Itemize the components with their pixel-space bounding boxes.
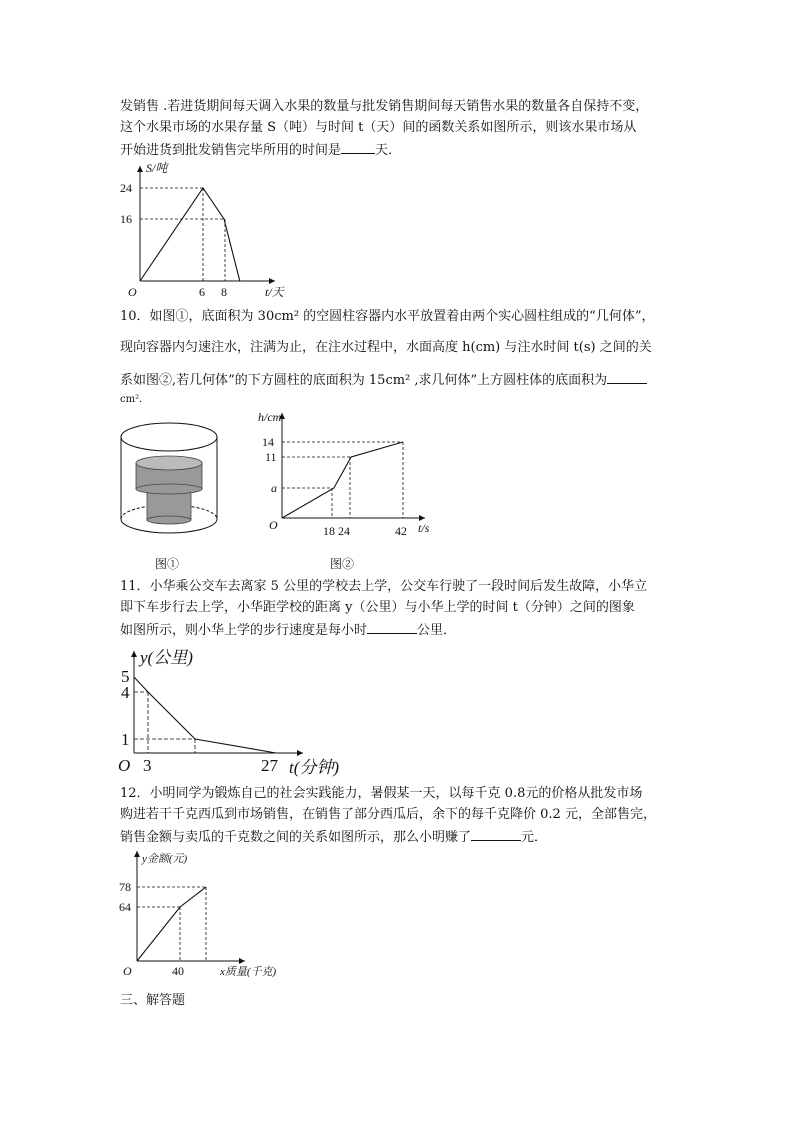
y-tick-label: 78 xyxy=(119,880,131,894)
y-tick-label: 64 xyxy=(119,900,131,914)
q10-line3-text: 系如图②,若几何体”的下方圆柱的底面积为 15cm² ,求几何体”上方圆柱体的底面积为 xyxy=(120,373,608,388)
q11-line2: 即下车步行去上学，小华距学校的距离 y（公里）与小华上学的时间 t（分钟）之间的图象 xyxy=(120,600,635,615)
q9-line2: 这个水果市场的水果存量 S（吨）与时间 t（天）间的函数关系如图所示，则该水果市场从 xyxy=(120,120,637,135)
x-tick-label: 40 xyxy=(172,964,184,978)
x-tick-label: 8 xyxy=(221,285,227,299)
figure-caption: 图① xyxy=(155,557,180,571)
q10-line1: 10．如图①，底面积为 30cm² 的空圆柱容器内水平放置着由两个实心圆柱组成的“几何体”， xyxy=(120,309,655,324)
origin-label: O xyxy=(128,285,137,299)
x-tick-label: 27 xyxy=(261,756,278,775)
y-tick-label: 16 xyxy=(120,212,132,226)
series-line xyxy=(137,887,206,961)
y-axis-label: y(公里) xyxy=(140,648,193,667)
y-tick-label: 11 xyxy=(265,450,277,464)
q11-line3-pre: 如图所示，则小华上学的步行速度是每小时 xyxy=(120,623,368,638)
y-tick-label: 1 xyxy=(121,730,130,749)
q11-line1: 11．小华乘公交车去离家 5 公里的学校去上学，公交车行驶了一段时间后发生故障，小华立 xyxy=(120,579,648,594)
y-axis-label: h/cm xyxy=(258,410,282,424)
x-tick-label: 18 24 xyxy=(323,524,350,538)
x-axis-label: t/天 xyxy=(265,285,284,299)
y-tick-label: 5 xyxy=(121,667,130,686)
y-axis-label: y金额(元) xyxy=(142,853,188,865)
q12-line3-pre: 销售金额与卖瓜的千克数之间的关系如图所示，那么小明赚了 xyxy=(120,830,472,845)
q10-line4: cm²． xyxy=(120,394,150,405)
x-tick-label: 6 xyxy=(199,285,205,299)
q12-line3-post: 元． xyxy=(521,830,548,845)
origin-label: O xyxy=(118,756,131,775)
y-tick-label: 4 xyxy=(121,683,130,702)
y-tick-label: a xyxy=(271,481,277,495)
x-tick-label: 3 xyxy=(143,756,152,775)
section-heading: 三、解答题 xyxy=(120,993,186,1008)
q10-line2: 现向容器内匀速注水，注满为止，在注水过程中，水面高度 h(cm) 与注水时间 t(s) 之间的关 xyxy=(120,340,652,355)
y-axis-label: S/吨 xyxy=(146,161,168,175)
q12-line2: 购进若干千克西瓜到市场销售，在销售了部分西瓜后，余下的每千克降价 0.2 元，全部售完， xyxy=(120,807,656,822)
q9-line3-post: 天． xyxy=(375,143,402,158)
origin-label: O xyxy=(269,518,278,532)
x-axis-label: t(分钟) xyxy=(289,758,340,777)
q9-line1: 发销售 .若进货期间每天调入水果的数量与批发销售期间每天销售水果的数量各自保持不变， xyxy=(120,99,649,114)
q9-line3-pre: 开始进货到批发销售完毕所用的时间是 xyxy=(120,143,342,158)
q12-line1: 12．小明同学为锻炼自己的社会实践能力，暑假某一天，以每千克 0.8元的价格从批发市场 xyxy=(120,786,643,801)
figure-caption: 图② xyxy=(330,557,355,571)
y-tick-label: 14 xyxy=(262,435,274,449)
origin-label: O xyxy=(123,964,132,978)
y-tick-label: 24 xyxy=(120,181,132,195)
q11-line3-post: 公里． xyxy=(417,623,457,638)
x-axis-label: t/s xyxy=(418,521,430,535)
x-axis-label: x质量(千克) xyxy=(220,966,277,978)
x-tick-label: 42 xyxy=(395,524,407,538)
